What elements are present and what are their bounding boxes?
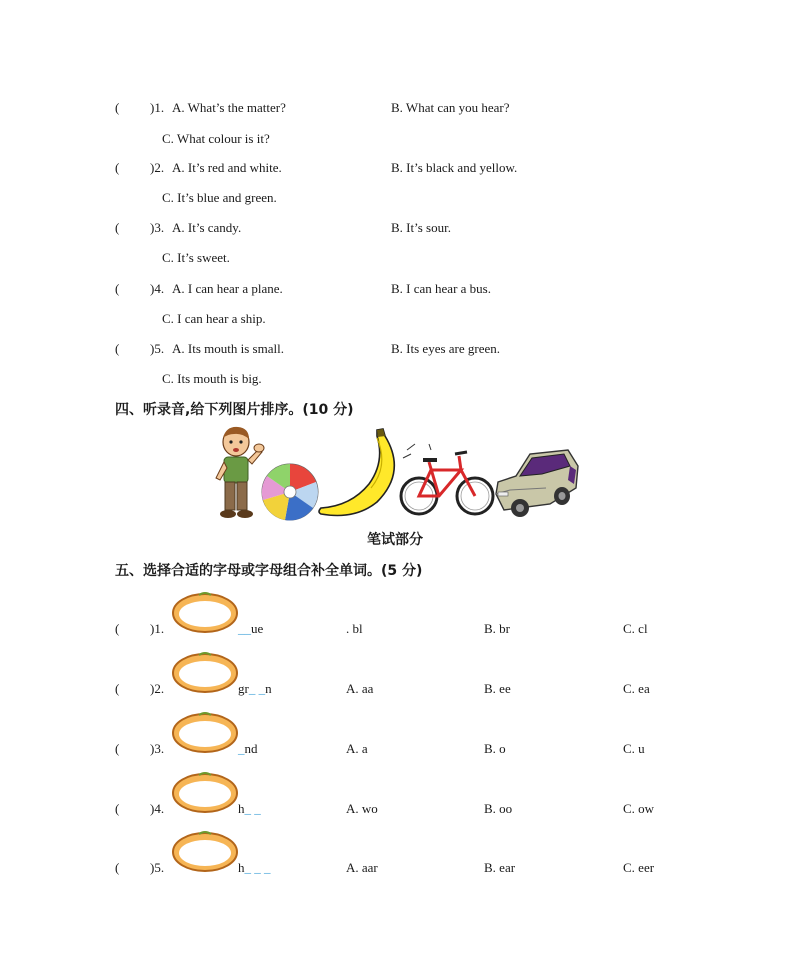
question-number: )4.: [150, 801, 165, 816]
car-picture: [490, 444, 582, 524]
option-c: C. cl: [623, 621, 648, 636]
option-a: A. a: [346, 741, 368, 756]
option-c: C. It’s blue and green.: [162, 190, 277, 205]
letter-blank[interactable]: __: [238, 621, 251, 636]
answer-paren-open[interactable]: (: [115, 220, 120, 235]
letter-blank[interactable]: _ _: [244, 801, 261, 816]
word-blank: [238, 741, 258, 757]
option-c: C. What colour is it?: [162, 131, 270, 146]
option-c: C. eer: [623, 860, 655, 875]
option-b: B. It’s black and yellow.: [391, 160, 518, 175]
option-a: A. I can hear a plane.: [172, 281, 283, 296]
option-c: C. It’s sweet.: [162, 250, 230, 265]
beach-ball-picture: [259, 462, 321, 522]
word-blank: [238, 681, 272, 697]
answer-paren-open[interactable]: (: [115, 741, 120, 756]
option-a: A. aar: [346, 860, 378, 875]
fruit-picture: [171, 769, 239, 815]
answer-paren-open[interactable]: (: [115, 341, 120, 356]
option-c: C. ea: [623, 681, 650, 696]
answer-paren-open[interactable]: (: [115, 681, 120, 696]
option-a: A. Its mouth is small.: [172, 341, 284, 356]
fruit-picture: [171, 709, 239, 755]
option-a: . bl: [346, 621, 363, 636]
option-a: A. It’s candy.: [172, 220, 242, 235]
letter-blank[interactable]: _: [238, 741, 245, 756]
answer-paren-open[interactable]: (: [115, 281, 120, 296]
option-b: B. Its eyes are green.: [391, 341, 501, 356]
option-a: A. wo: [346, 801, 378, 816]
question-number: )5.: [150, 860, 165, 875]
answer-paren-open[interactable]: (: [115, 801, 120, 816]
option-a: A. What’s the matter?: [172, 100, 286, 115]
fruit-picture: [171, 589, 239, 635]
option-b: B. ear: [484, 860, 516, 875]
option-c: C. I can hear a ship.: [162, 311, 266, 326]
bicycle-picture: [399, 442, 495, 522]
banana-picture: [315, 426, 405, 520]
word-blank: [238, 860, 271, 876]
question-number: )2.: [150, 681, 165, 696]
word-prefix: h: [238, 801, 245, 816]
question-number: )4.: [150, 281, 165, 296]
answer-paren-open[interactable]: (: [115, 160, 120, 175]
question-number: )3.: [150, 220, 165, 235]
question-number: )1.: [150, 621, 165, 636]
option-b: B. I can hear a bus.: [391, 281, 491, 296]
letter-blank[interactable]: _ _ _: [244, 860, 271, 875]
word-suffix: ue: [251, 621, 264, 636]
fruit-picture: [171, 649, 239, 695]
answer-paren-open[interactable]: (: [115, 621, 120, 636]
word-blank: [238, 621, 263, 637]
option-a: A. It’s red and white.: [172, 160, 282, 175]
option-a: A. aa: [346, 681, 374, 696]
option-c: C. Its mouth is big.: [162, 371, 262, 386]
written-section-label: 笔试部分: [367, 532, 423, 548]
option-b: B. ee: [484, 681, 511, 696]
option-b: B. What can you hear?: [391, 100, 510, 115]
option-c: C. u: [623, 741, 645, 756]
word-blank: [238, 801, 261, 817]
word-prefix: gr: [238, 681, 249, 696]
section-4-title: 四、听录音,给下列图片排序。(10 分): [115, 402, 354, 418]
word-prefix: h: [238, 860, 245, 875]
question-number: )2.: [150, 160, 165, 175]
section-5-title: 五、选择合适的字母或字母组合补全单词。(5 分): [115, 563, 423, 579]
question-number: )3.: [150, 741, 165, 756]
option-b: B. br: [484, 621, 510, 636]
question-number: )5.: [150, 341, 165, 356]
fruit-picture: [171, 828, 239, 874]
option-c: C. ow: [623, 801, 655, 816]
option-b: B. oo: [484, 801, 513, 816]
word-suffix: nd: [244, 741, 258, 756]
answer-paren-open[interactable]: (: [115, 100, 120, 115]
option-b: B. It’s sour.: [391, 220, 451, 235]
letter-blank[interactable]: _ _: [248, 681, 266, 696]
word-suffix: n: [265, 681, 272, 696]
question-number: )1.: [150, 100, 165, 115]
answer-paren-open[interactable]: (: [115, 860, 120, 875]
option-b: B. o: [484, 741, 506, 756]
